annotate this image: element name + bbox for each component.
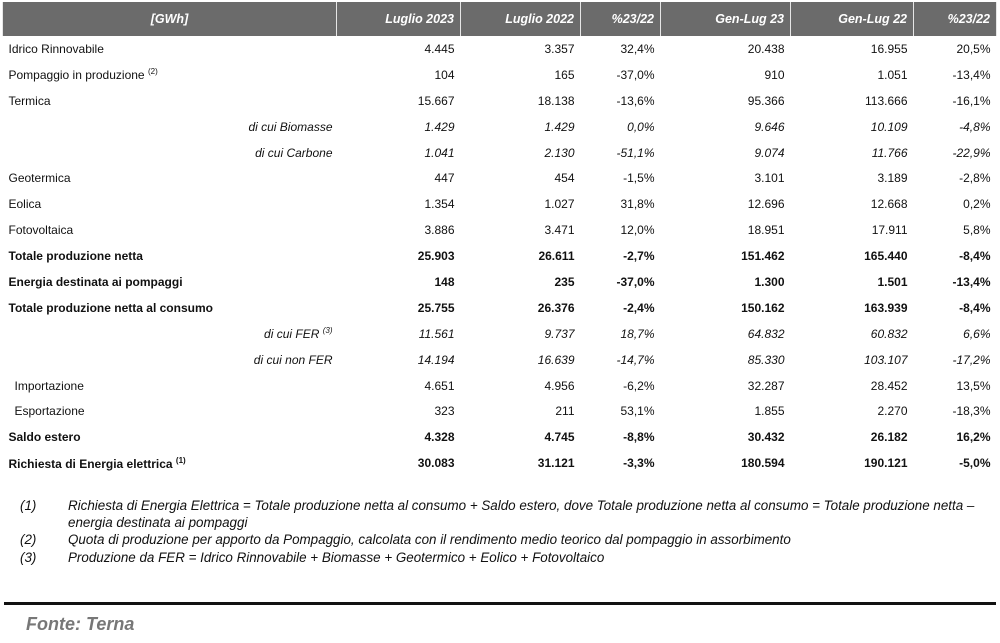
value-cell: 60.832: [870, 326, 908, 341]
value-cell: 12.668: [870, 197, 908, 212]
column-header: Luglio 2022: [461, 2, 581, 36]
value-cell: 95.366: [747, 93, 785, 108]
value-cell: 6,6%: [963, 326, 991, 341]
value-cell: 15.667: [417, 93, 455, 108]
row-label: Importazione: [14, 378, 84, 393]
row-label: di cui Carbone: [255, 145, 333, 160]
value-cell: 165.440: [864, 249, 908, 264]
row-label-cell: [3, 88, 337, 114]
value-cell: 163.939: [864, 300, 908, 315]
row-label: Eolica: [8, 197, 42, 212]
column-header: Gen-Lug 22: [791, 2, 914, 36]
value-cell: -2,7%: [623, 249, 655, 264]
value-cell: -16,1%: [952, 93, 991, 108]
value-cell: 2.270: [877, 404, 908, 419]
footnote-text: Produzione da FER = Idrico Rinnovabile + Biomasse + Geotermico + Eolico + Fotovoltaico: [68, 549, 605, 565]
value-cell: 16,2%: [956, 430, 991, 445]
value-cell: 5,8%: [963, 223, 991, 238]
row-label-cell: [3, 424, 337, 450]
row-label-cell: [3, 191, 337, 217]
row-label-cell: [3, 450, 337, 476]
value-cell: 18.138: [537, 93, 575, 108]
value-cell: -8,8%: [623, 430, 655, 445]
value-cell: 30.083: [417, 456, 455, 471]
row-label-cell: [3, 398, 337, 424]
value-cell: -13,4%: [952, 67, 991, 82]
value-cell: 12.696: [747, 197, 785, 212]
value-cell: 1.041: [424, 145, 455, 160]
value-cell: 9.737: [544, 326, 575, 341]
value-cell: 17.911: [871, 223, 908, 238]
value-cell: 3.471: [544, 223, 575, 238]
table-row: [3, 373, 997, 399]
value-cell: 104: [434, 67, 455, 82]
row-label-cell: [3, 295, 337, 321]
value-cell: 16.955: [870, 41, 908, 56]
row-label-cell: [3, 243, 337, 269]
table-row: [3, 191, 997, 217]
table-row: [3, 114, 997, 140]
value-cell: 3.886: [424, 223, 455, 238]
row-label-cell: [3, 114, 337, 140]
row-label: Termica: [8, 93, 51, 108]
table-row: [3, 36, 997, 62]
value-cell: -2,4%: [623, 300, 655, 315]
value-cell: 190.121: [864, 456, 908, 471]
value-cell: 4.328: [424, 430, 455, 445]
value-cell: 113.666: [865, 93, 908, 108]
column-header: %23/22: [581, 2, 661, 36]
value-cell: -4,8%: [959, 119, 991, 134]
row-label-cell: [3, 62, 337, 88]
value-cell: 26.611: [538, 249, 575, 264]
value-cell: 85.330: [747, 352, 785, 367]
table-row: [3, 321, 997, 347]
value-cell: 53,1%: [620, 404, 655, 419]
footnote-ref: (1): [175, 455, 186, 465]
value-cell: 0,2%: [963, 197, 991, 212]
footnote-text: Quota di produzione per apporto da Pompaggio, calcolata con il rendimento medio teorico dal pompaggio in assorbimento: [68, 532, 791, 547]
row-label-cell: [3, 36, 337, 62]
source-label: Fonte: Terna: [26, 614, 135, 634]
value-cell: 3.189: [877, 171, 908, 186]
value-cell: 1.354: [424, 197, 455, 212]
value-cell: 31.121: [537, 456, 575, 471]
footnote: [20, 550, 980, 567]
value-cell: -2,8%: [959, 171, 991, 186]
value-cell: 9.646: [754, 119, 785, 134]
value-cell: 11.766: [871, 145, 908, 160]
table-row: [3, 217, 997, 243]
value-cell: -18,3%: [952, 404, 991, 419]
row-label: Richiesta di Energia elettrica: [8, 456, 173, 471]
table-header: [3, 2, 997, 36]
table-row: [3, 269, 997, 295]
value-cell: -13,4%: [952, 274, 991, 289]
value-cell: -3,3%: [623, 456, 655, 471]
value-cell: 12,0%: [620, 223, 655, 238]
value-cell: 447: [434, 171, 455, 186]
value-cell: 25.755: [417, 300, 455, 315]
value-cell: 910: [764, 67, 785, 82]
row-label: Esportazione: [14, 404, 85, 419]
table-header-row: [3, 2, 997, 36]
value-cell: 0,0%: [627, 119, 655, 134]
footnote-number: (1): [20, 498, 37, 513]
column-header: %23/22: [914, 2, 997, 36]
value-cell: 211: [555, 404, 575, 419]
value-cell: -37,0%: [616, 67, 655, 82]
footnote-number: (3): [20, 549, 37, 565]
value-cell: 4.651: [424, 378, 455, 393]
footnote-text: Richiesta di Energia Elettrica = Totale produzione netta al consumo + Saldo estero, dove Totale produzione netta al consumo = Totale produzione netta – energia destinata ai pompaggi: [68, 498, 975, 530]
footnote-number: (2): [20, 532, 37, 547]
value-cell: 4.956: [544, 378, 575, 393]
value-cell: 235: [554, 274, 575, 289]
value-cell: 1.855: [754, 404, 785, 419]
value-cell: -14,7%: [616, 352, 655, 367]
table-row: [3, 347, 997, 373]
value-cell: -37,0%: [616, 274, 655, 289]
row-label: Totale produzione netta al consumo: [8, 300, 213, 315]
column-header: Gen-Lug 23: [661, 2, 791, 36]
value-cell: 148: [434, 274, 455, 289]
value-cell: 16.639: [537, 352, 575, 367]
row-label: di cui Biomasse: [248, 119, 333, 134]
footnotes: [20, 498, 980, 567]
value-cell: 30.432: [747, 430, 785, 445]
value-cell: 26.376: [537, 300, 575, 315]
table-row: [3, 450, 997, 476]
value-cell: -22,9%: [952, 145, 991, 160]
row-label-cell: [3, 165, 337, 191]
value-cell: 180.594: [741, 456, 785, 471]
unit-header: [GWh]: [3, 2, 337, 36]
row-label-cell: [3, 373, 337, 399]
value-cell: 25.903: [417, 249, 455, 264]
row-label: Totale produzione netta: [8, 249, 143, 264]
value-cell: 26.182: [870, 430, 908, 445]
value-cell: 18,7%: [620, 326, 655, 341]
table-row: [3, 424, 997, 450]
value-cell: 14.194: [417, 352, 455, 367]
table-row: [3, 243, 997, 269]
value-cell: 3.357: [544, 41, 575, 56]
row-label: di cui non FER: [253, 352, 333, 367]
row-label-cell: [3, 347, 337, 373]
value-cell: 103.107: [864, 352, 908, 367]
value-cell: 454: [554, 171, 575, 186]
table-row: [3, 165, 997, 191]
row-label: di cui FER: [264, 327, 320, 342]
column-header: Luglio 2023: [337, 2, 461, 36]
table-body: [3, 36, 997, 476]
value-cell: 1.300: [754, 274, 785, 289]
table-row: [3, 88, 997, 114]
value-cell: 323: [434, 404, 455, 419]
footnote: [20, 532, 980, 549]
value-cell: 2.130: [544, 145, 575, 160]
value-cell: 1.501: [877, 274, 908, 289]
value-cell: 32.287: [747, 378, 785, 393]
value-cell: 28.452: [870, 378, 908, 393]
divider-rule: [4, 602, 996, 605]
value-cell: -5,0%: [959, 456, 991, 471]
value-cell: 1.429: [424, 119, 455, 134]
value-cell: 32,4%: [620, 41, 655, 56]
footnote-ref: (3): [322, 326, 333, 336]
row-label-cell: [3, 140, 337, 166]
row-label-cell: [3, 217, 337, 243]
footnote-ref: (2): [147, 67, 158, 77]
row-label: Fotovoltaica: [8, 223, 74, 238]
value-cell: 1.051: [877, 67, 908, 82]
value-cell: -6,2%: [623, 378, 655, 393]
table-row: [3, 140, 997, 166]
value-cell: 1.429: [544, 119, 575, 134]
energy-balance-table: [2, 2, 997, 476]
value-cell: 11.561: [418, 326, 455, 341]
value-cell: 18.951: [747, 223, 785, 238]
row-label: Energia destinata ai pompaggi: [8, 274, 183, 289]
value-cell: 151.462: [741, 249, 785, 264]
row-label: Saldo estero: [8, 430, 81, 445]
table-row: [3, 62, 997, 88]
value-cell: 31,8%: [620, 197, 655, 212]
row-label-cell: [3, 321, 337, 347]
value-cell: -1,5%: [623, 171, 655, 186]
value-cell: -17,2%: [952, 352, 991, 367]
value-cell: -8,4%: [959, 300, 991, 315]
value-cell: 20.438: [747, 41, 785, 56]
value-cell: 13,5%: [956, 378, 991, 393]
table-row: [3, 398, 997, 424]
value-cell: 3.101: [754, 171, 785, 186]
value-cell: 165: [554, 67, 575, 82]
table-row: [3, 295, 997, 321]
value-cell: 4.745: [544, 430, 575, 445]
value-cell: 1.027: [544, 197, 575, 212]
row-label: Idrico Rinnovabile: [8, 41, 104, 56]
value-cell: 9.074: [754, 145, 785, 160]
value-cell: 10.109: [870, 119, 908, 134]
footnote: [20, 498, 980, 531]
value-cell: 150.162: [741, 300, 785, 315]
row-label: Geotermica: [8, 171, 71, 186]
value-cell: 20,5%: [956, 41, 991, 56]
value-cell: 4.445: [424, 41, 455, 56]
value-cell: -8,4%: [959, 249, 991, 264]
value-cell: -51,1%: [616, 145, 655, 160]
row-label: Pompaggio in produzione: [8, 68, 145, 83]
value-cell: -13,6%: [616, 93, 655, 108]
row-label-cell: [3, 269, 337, 295]
value-cell: 64.832: [747, 326, 785, 341]
